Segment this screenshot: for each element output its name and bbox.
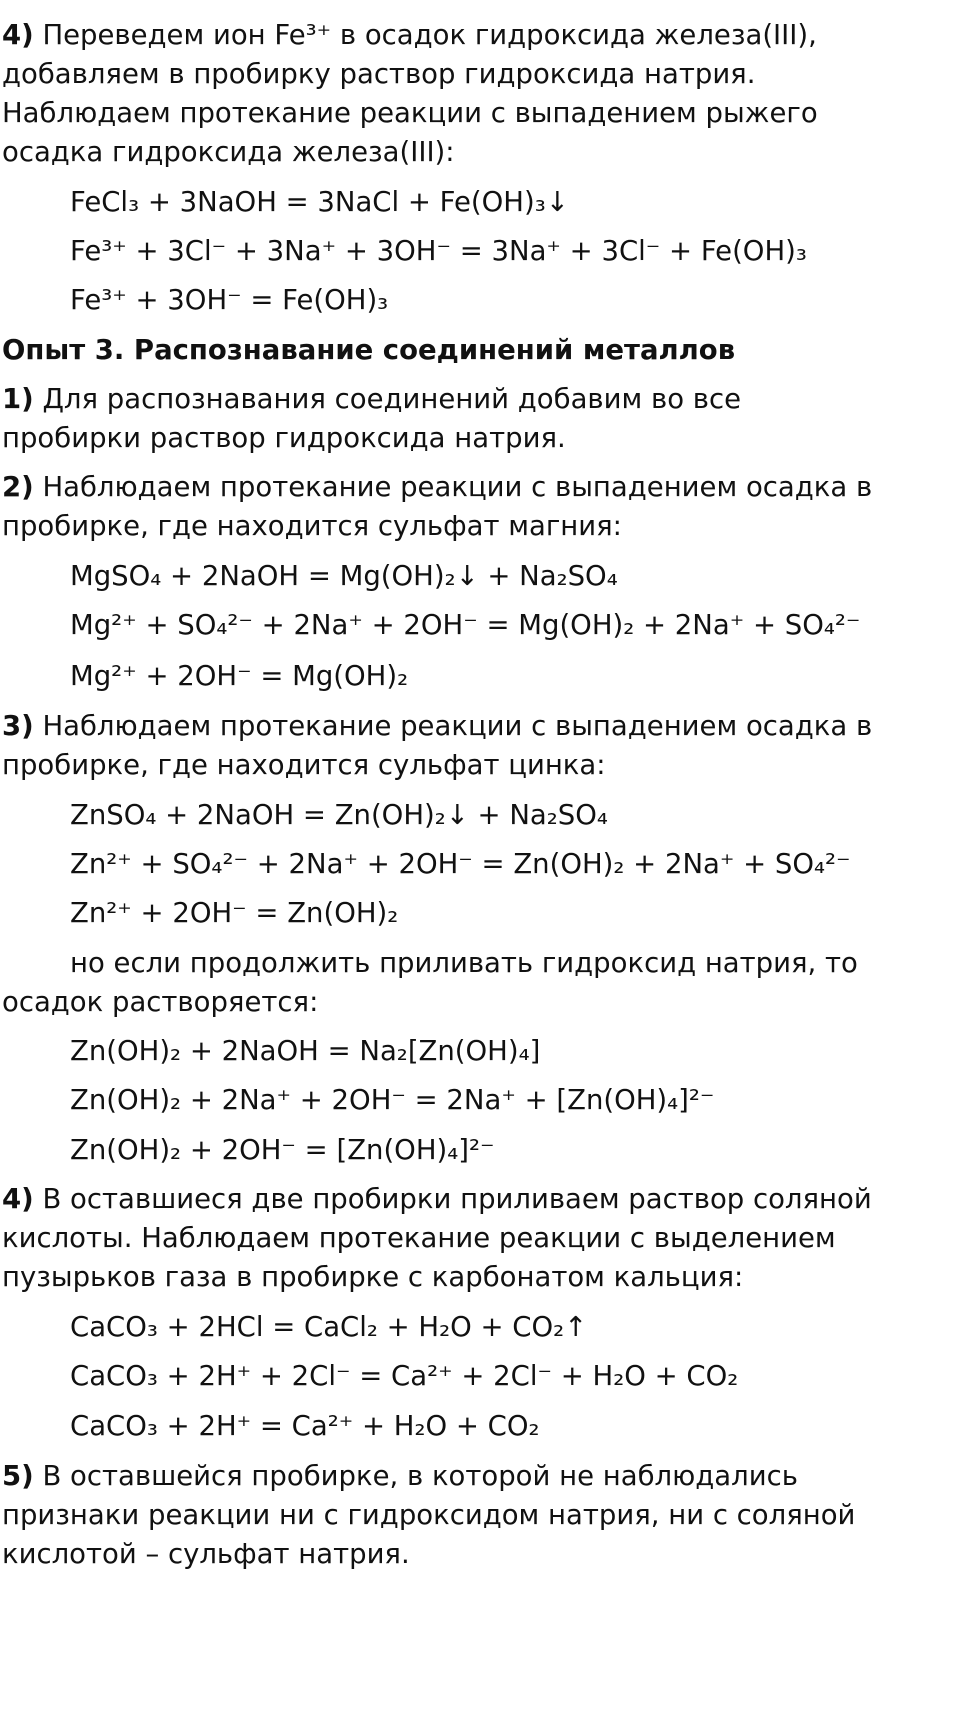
step-5-line-2: признаки реакции ни с гидроксидом натрия, ни с соляной (2, 1499, 856, 1531)
step-text: Наблюдаем протекание реакции с выпадением осадка в (33, 710, 873, 742)
step-2-line-2: пробирке, где находится сульфат магния: (2, 510, 622, 542)
step-number: 3) (2, 710, 34, 742)
step-3-continuation-line-2: осадок растворяется: (2, 986, 319, 1018)
step-4-hcl-line-1 (2, 1183, 872, 1215)
section-heading: Опыт 3. Распознавание соединений металлов (2, 334, 736, 366)
step-text: В оставшиеся две пробирки приливаем раствор соляной (33, 1183, 872, 1215)
step-1-line-1 (2, 383, 742, 415)
equation-zn-complex-full-ionic: Zn(OH)₂ + 2Na⁺ + 2OH⁻ = 2Na⁺ + [Zn(OH)₄]²⁻ (70, 1084, 715, 1116)
equation-mg-molecular: MgSO₄ + 2NaOH = Mg(OH)₂↓ + Na₂SO₄ (70, 560, 618, 592)
equation-ca-full-ionic: CaCO₃ + 2H⁺ + 2Cl⁻ = Ca²⁺ + 2Cl⁻ + H₂O + CO₂ (70, 1360, 739, 1392)
equation-ca-molecular: CaCO₃ + 2HCl = CaCl₂ + H₂O + CO₂↑ (70, 1311, 588, 1343)
equation-mg-full-ionic: Mg²⁺ + SO₄²⁻ + 2Na⁺ + 2OH⁻ = Mg(OH)₂ + 2Na⁺ + SO₄²⁻ (70, 609, 861, 641)
step-3-continuation-line-1: но если продолжить приливать гидроксид натрия, то (70, 947, 858, 979)
equation-zn-molecular: ZnSO₄ + 2NaOH = Zn(OH)₂↓ + Na₂SO₄ (70, 799, 608, 831)
step-4-fe-line-4: осадка гидроксида железа(III): (2, 136, 455, 168)
step-5-line-1 (2, 1460, 798, 1492)
equation-ca-short-ionic: CaCO₃ + 2H⁺ = Ca²⁺ + H₂O + CO₂ (70, 1410, 540, 1442)
equation-zn-short-ionic: Zn²⁺ + 2OH⁻ = Zn(OH)₂ (70, 897, 399, 929)
step-number: 4) (2, 1183, 34, 1215)
step-text: Наблюдаем протекание реакции с выпадением осадка в (33, 471, 873, 503)
step-1-line-2: пробирки раствор гидроксида натрия. (2, 422, 566, 454)
step-5-line-3: кислотой – сульфат натрия. (2, 1538, 410, 1570)
step-number: 1) (2, 383, 34, 415)
step-number: 5) (2, 1460, 34, 1492)
step-4-hcl-line-2: кислоты. Наблюдаем протекание реакции с выделением (2, 1222, 836, 1254)
step-text: Для распознавания соединений добавим во все (33, 383, 742, 415)
equation-fe-short-ionic: Fe³⁺ + 3OH⁻ = Fe(OH)₃ (70, 284, 389, 316)
step-number: 2) (2, 471, 34, 503)
step-4-fe-line-2: добавляем в пробирку раствор гидроксида натрия. (2, 58, 756, 90)
step-3-line-2: пробирке, где находится сульфат цинка: (2, 749, 606, 781)
step-4-fe-line-3: Наблюдаем протекание реакции с выпадением рыжего (2, 97, 818, 129)
equation-zn-complex-molecular: Zn(OH)₂ + 2NaOH = Na₂[Zn(OH)₄] (70, 1035, 541, 1067)
step-number: 4) (2, 19, 34, 51)
step-text: Переведем ион Fe³⁺ в осадок гидроксида железа(III), (33, 19, 817, 51)
step-2-line-1 (2, 471, 873, 503)
equation-zn-full-ionic: Zn²⁺ + SO₄²⁻ + 2Na⁺ + 2OH⁻ = Zn(OH)₂ + 2Na⁺ + SO₄²⁻ (70, 848, 851, 880)
equation-fe-molecular: FeCl₃ + 3NaOH = 3NaCl + Fe(OH)₃↓ (70, 186, 569, 218)
step-4-fe-line-1 (2, 19, 817, 51)
equation-mg-short-ionic: Mg²⁺ + 2OH⁻ = Mg(OH)₂ (70, 660, 409, 692)
equation-fe-full-ionic: Fe³⁺ + 3Cl⁻ + 3Na⁺ + 3OH⁻ = 3Na⁺ + 3Cl⁻ + Fe(OH)₃ (70, 235, 807, 267)
step-4-hcl-line-3: пузырьков газа в пробирке с карбонатом кальция: (2, 1261, 744, 1293)
step-3-line-1 (2, 710, 873, 742)
equation-zn-complex-short-ionic: Zn(OH)₂ + 2OH⁻ = [Zn(OH)₄]²⁻ (70, 1134, 495, 1166)
step-text: В оставшейся пробирке, в которой не наблюдались (33, 1460, 798, 1492)
